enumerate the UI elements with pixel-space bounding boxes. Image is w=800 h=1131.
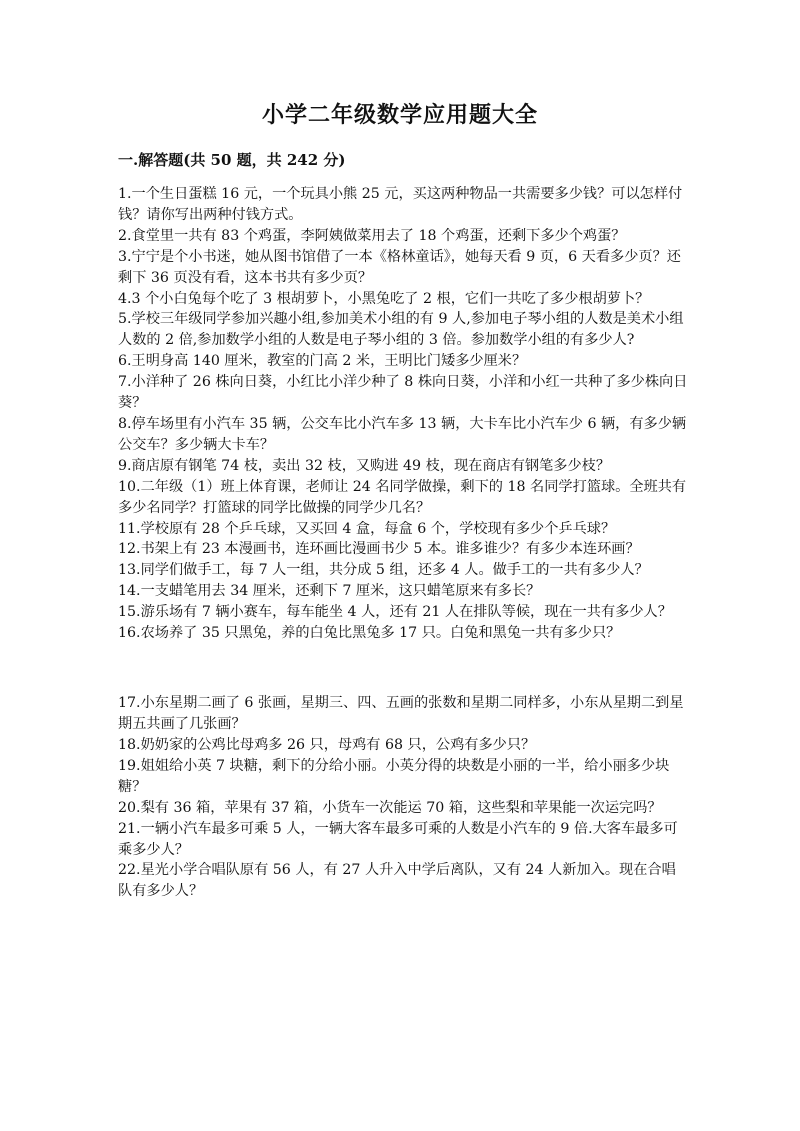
question-item: 5.学校三年级同学参加兴趣小组,参加美术小组的有 9 人,参加电子琴小组的人数是美术小组人数的 2 倍,参加数学小组的人数是电子琴小组的 3 倍。参加数学小组的有多少人? <box>118 311 684 349</box>
question-item: 10.二年级（1）班上体育课，老师让 24 名同学做操，剩下的 18 名同学打篮球。全班共有多少名同学？打篮球的同学比做操的同学少几名？ <box>118 478 687 516</box>
question-item: 9.商店原有钢笔 74 枝，卖出 32 枝，又购进 49 枝，现在商店有钢笔多少枝？ <box>118 457 611 474</box>
question-item: 7.小洋种了 26 株向日葵，小红比小洋少种了 8 株向日葵，小洋和小红一共种了多少株向日葵？ <box>118 374 688 412</box>
section-heading: 一.解答题(共 50 题，共 242 分) <box>118 151 346 169</box>
question-item: 19.姐姐给小英 7 块糖，剩下的分给小丽。小英分得的块数是小丽的一半，给小丽多少块糖？ <box>118 757 670 795</box>
question-list <box>118 184 688 902</box>
question-item: 2.食堂里一共有 83 个鸡蛋，李阿姨做菜用去了 18 个鸡蛋，还剩下多少个鸡蛋？ <box>118 227 626 244</box>
page-title: 小学二年级数学应用题大全 <box>261 102 538 128</box>
question-item: 13.同学们做手工，每 7 人一组，共分成 5 组，还多 4 人。做手工的一共有多少人？ <box>118 562 649 579</box>
question-item: 11.学校原有 28 个乒乓球，又买回 4 盒，每盒 6 个，学校现有多少个乒乓球？ <box>118 520 616 537</box>
question-item: 18.奶奶家的公鸡比母鸡多 26 只，母鸡有 68 只，公鸡有多少只？ <box>118 737 536 754</box>
question-item: 1.一个生日蛋糕 16 元，一个玩具小熊 25 元，买这两种物品一共需要多少钱？可以怎样付钱？请你写出两种付钱方式。 <box>118 186 683 223</box>
question-item: 16.农场养了 35 只黑兔，养的白兔比黑兔多 17 只。白兔和黑兔一共有多少只？ <box>118 625 621 642</box>
question-item: 14.一支蜡笔用去 34 厘米，还剩下 7 厘米，这只蜡笔原来有多长？ <box>118 583 541 600</box>
blank-line <box>118 658 688 679</box>
question-item: 15.游乐场有 7 辆小赛车，每车能坐 4 人，还有 21 人在排队等候，现在一共有多少人？ <box>118 604 672 621</box>
question-item: 4.3 个小白兔每个吃了 3 根胡萝卜，小黑兔吃了 2 根，它们一共吃了多少根胡萝卜？ <box>118 290 650 307</box>
question-item: 22.星光小学合唱队原有 56 人，有 27 人升入中学后离队，又有 24 人新加入。现在合唱队有多少人？ <box>118 862 676 900</box>
question-item: 20.梨有 36 箱，苹果有 37 箱，小货车一次能运 70 箱，这些梨和苹果能一次运完吗？ <box>118 799 662 816</box>
question-item: 17.小东星期二画了 6 张画，星期三、四、五画的张数和星期二同样多，小东从星期二到星期五共画了几张画？ <box>118 695 684 733</box>
question-item: 21.一辆小汽车最多可乘 5 人，一辆大客车最多可乘的人数是小汽车的 9 倍.大客车最多可乘多少人？ <box>118 820 678 858</box>
question-item: 8.停车场里有小汽车 35 辆，公交车比小汽车多 13 辆，大卡车比小汽车少 6 辆，有多少辆公交车？多少辆大卡车？ <box>118 415 687 453</box>
question-item: 6.王明身高 140 厘米，教室的门高 2 米，王明比门矮多少厘米？ <box>118 353 527 370</box>
question-item: 12.书架上有 23 本漫画书，连环画比漫画书少 5 本。谁多谁少？有多少本连环画？ <box>118 541 640 558</box>
question-item: 3.宁宁是个小书迷，她从图书馆借了一本《格林童话》，她每天看 9 页，6 天看多少页？还剩下 36 页没有看，这本书共有多少页？ <box>118 248 681 286</box>
